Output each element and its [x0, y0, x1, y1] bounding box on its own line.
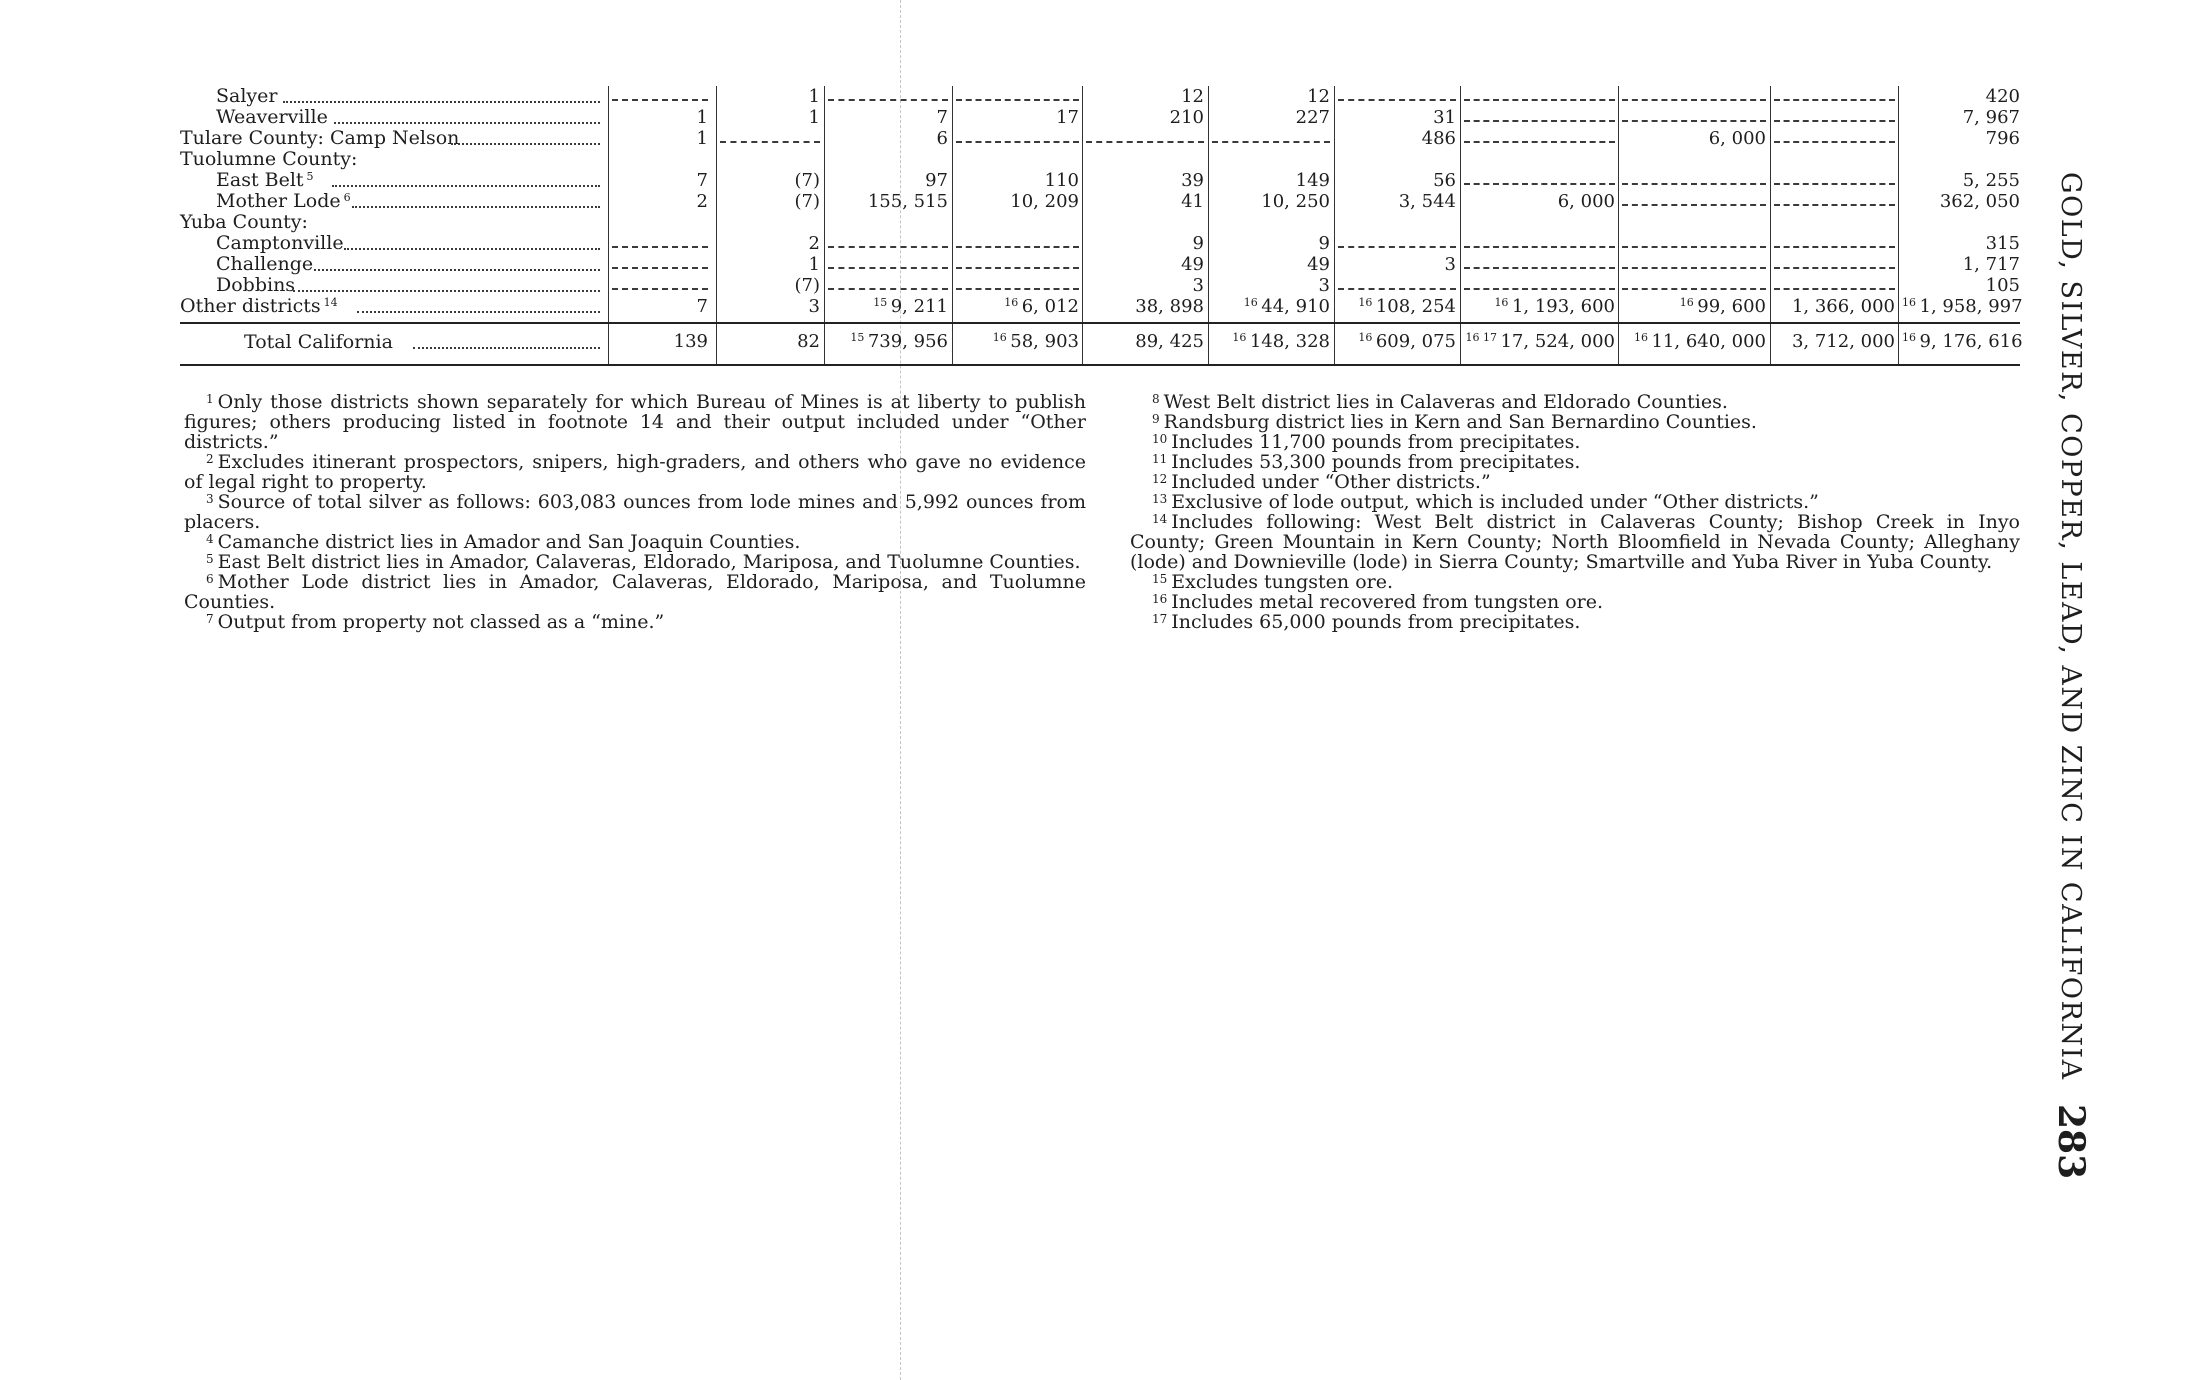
row-label — [180, 296, 338, 317]
row-label — [216, 170, 314, 191]
empty-cell-dash — [1774, 204, 1895, 206]
row-label — [216, 86, 277, 107]
total-row — [180, 330, 2023, 354]
footnote — [1130, 492, 2020, 512]
row-label — [216, 107, 328, 128]
cell-number: 1, 958, 997 — [1919, 296, 2023, 317]
footnote-marker: 5 — [306, 170, 314, 183]
empty-cell-dash — [1212, 141, 1330, 143]
empty-cell-dash — [956, 99, 1079, 101]
empty-cell-dash — [1774, 141, 1895, 143]
dot-leader — [293, 290, 600, 292]
table-cell: 6 — [936, 128, 948, 149]
footnote-text: Excludes itinerant prospectors, snipers, high-graders, and others who gave no evidence of legal right to property. — [184, 451, 1086, 493]
empty-cell-dash — [956, 246, 1079, 248]
table-cell: 486 — [1421, 128, 1456, 149]
table-row — [180, 254, 2020, 275]
footnote-marker: 16 — [1465, 331, 1483, 344]
footnote-text: Camanche district lies in Amador and San Joaquin Counties. — [217, 531, 801, 553]
total-cell — [1338, 330, 1456, 354]
table-row — [180, 275, 2020, 296]
footnote-text: Included under “Other districts.” — [1171, 471, 1491, 493]
table-cell: 227 — [1295, 107, 1330, 128]
cell-number: 6, 012 — [1021, 296, 1079, 317]
table-cell: (7) — [794, 170, 820, 191]
table-cell: 7 — [936, 107, 948, 128]
total-cell: 139 — [673, 331, 708, 352]
empty-cell-dash — [1622, 288, 1766, 290]
table-row — [180, 212, 2020, 233]
dot-leader — [357, 311, 600, 313]
cell-number: 148, 328 — [1249, 331, 1330, 352]
footnote-text: Only those districts shown separately for which Bureau of Mines is at liberty to publish figures; others producing listed in footnote 14 and their output included under “Other districts.” — [184, 391, 1086, 453]
footnote — [184, 532, 1086, 552]
table-cell: 149 — [1295, 170, 1330, 191]
row-label-text: Tuolumne County: — [180, 148, 358, 170]
footnote-number: 11 — [1152, 452, 1168, 466]
cell-number: 99, 600 — [1697, 296, 1766, 317]
table-cell: 110 — [1044, 170, 1079, 191]
table-cell: 3 — [1318, 275, 1330, 296]
cell-number: 739, 956 — [867, 331, 948, 352]
table-row — [180, 149, 2020, 170]
dot-leader — [413, 347, 600, 349]
running-head — [2048, 172, 2092, 1180]
table-cell: 10, 250 — [1261, 191, 1330, 212]
footnote — [184, 492, 1086, 532]
footnote — [1130, 612, 2020, 632]
empty-cell-dash — [1622, 120, 1766, 122]
footnote-text: West Belt district lies in Calaveras and Eldorado Counties. — [1163, 391, 1728, 413]
footnote-marker: 6 — [343, 191, 351, 204]
total-rule-top — [180, 322, 2020, 324]
footnote-text: Randsburg district lies in Kern and San Bernardino Counties. — [1163, 411, 1757, 433]
footnote-marker: 16 — [1902, 296, 1920, 309]
table-row — [180, 107, 2020, 128]
table-cell: 56 — [1433, 170, 1456, 191]
table-cell: 7 — [696, 296, 708, 317]
table-cell: 2 — [696, 191, 708, 212]
empty-cell-dash — [828, 246, 948, 248]
footnote-text: Output from property not classed as a “mine.” — [217, 611, 665, 633]
dot-leader — [283, 101, 600, 103]
footnote-text: Includes metal recovered from tungsten ore. — [1171, 591, 1604, 613]
footnote-text: Excludes tungsten ore. — [1171, 571, 1394, 593]
row-label — [180, 212, 308, 233]
empty-cell-dash — [612, 288, 708, 290]
table-cell: 38, 898 — [1135, 296, 1204, 317]
footnote-number: 15 — [1152, 572, 1168, 586]
row-label-text: East Belt — [216, 169, 304, 191]
table-cell: 1 — [808, 254, 820, 275]
footnote-number: 8 — [1152, 392, 1160, 406]
total-cell — [1464, 330, 1615, 354]
table-bottom-rule — [180, 364, 2020, 366]
footnote-text: Mother Lode district lies in Amador, Calaveras, Eldorado, Mariposa, and Tuolumne Counties. — [184, 571, 1086, 613]
empty-cell-dash — [1464, 246, 1615, 248]
table-row — [180, 191, 2020, 212]
footnote — [1130, 592, 2020, 612]
table-cell: 315 — [1985, 233, 2020, 254]
empty-cell-dash — [828, 288, 948, 290]
table-cell — [1622, 296, 1766, 317]
row-label — [216, 191, 351, 212]
table-row — [180, 128, 2020, 149]
empty-cell-dash — [1774, 246, 1895, 248]
row-label-text: Yuba County: — [180, 211, 308, 233]
table-cell: 10, 209 — [1010, 191, 1079, 212]
empty-cell-dash — [720, 141, 820, 143]
table-row — [180, 86, 2020, 107]
table-row — [180, 295, 2023, 317]
table-cell: 1 — [696, 128, 708, 149]
table-cell: 3, 544 — [1398, 191, 1456, 212]
footnote-number: 14 — [1152, 512, 1168, 526]
cell-number: 44, 910 — [1261, 296, 1330, 317]
row-label — [216, 233, 344, 254]
empty-cell-dash — [1774, 120, 1895, 122]
table-cell: 12 — [1307, 86, 1330, 107]
footnote-marker: 16 — [1902, 331, 1920, 344]
table-cell: 3 — [1444, 254, 1456, 275]
table-cell: 97 — [925, 170, 948, 191]
table-cell: 155, 515 — [867, 191, 948, 212]
footnote-number: 1 — [206, 392, 214, 406]
empty-cell-dash — [1774, 183, 1895, 185]
empty-cell-dash — [956, 288, 1079, 290]
table-cell: 3 — [1192, 275, 1204, 296]
footnote — [1130, 432, 2020, 452]
footnote-text: Includes 65,000 pounds from precipitates. — [1171, 611, 1581, 633]
empty-cell-dash — [1622, 204, 1766, 206]
empty-cell-dash — [828, 267, 948, 269]
table-cell: 1, 717 — [1962, 254, 2020, 275]
table-cell — [956, 296, 1079, 317]
table-cell: 420 — [1985, 86, 2020, 107]
row-label-text: Challenge — [216, 253, 314, 275]
footnote-text: Includes 53,300 pounds from precipitates. — [1171, 451, 1581, 473]
footnote — [184, 572, 1086, 612]
table-cell: 9 — [1318, 233, 1330, 254]
footnote-text: Includes 11,700 pounds from precipitates. — [1171, 431, 1581, 453]
empty-cell-dash — [1338, 288, 1456, 290]
table-cell: 5, 255 — [1962, 170, 2020, 191]
empty-cell-dash — [612, 99, 708, 101]
cell-number: 609, 075 — [1375, 331, 1456, 352]
empty-cell-dash — [612, 246, 708, 248]
footnote — [1130, 452, 2020, 472]
footnote — [1130, 412, 2020, 432]
footnote-marker: 16 — [1633, 331, 1652, 344]
cell-number: 108, 254 — [1375, 296, 1456, 317]
total-cell — [956, 330, 1079, 354]
empty-cell-dash — [612, 267, 708, 269]
total-cell: 3, 712, 000 — [1791, 331, 1895, 352]
row-label — [180, 149, 357, 170]
footnote-marker: 14 — [323, 296, 338, 309]
table-cell: 1 — [696, 107, 708, 128]
row-label — [216, 254, 313, 275]
footnote-marker: 16 — [1494, 296, 1512, 309]
table-cell: (7) — [794, 275, 820, 296]
table-cell: 41 — [1181, 191, 1204, 212]
footnote-number: 7 — [206, 612, 214, 626]
table-cell: 6, 000 — [1557, 191, 1615, 212]
footnote-number: 3 — [206, 492, 214, 506]
cell-number: 17, 524, 000 — [1500, 331, 1615, 352]
footnote-text: Includes following: West Belt district in Calaveras County; Bishop Creek in Inyo County; Green Mountain in Kern County; North Bloomfield in Nevada County; Alleghany (lode) and Downieville (lode) in Sierra County; Smartville and Yuba River in Yuba County. — [1130, 511, 2020, 573]
cell-number: 9, 211 — [890, 296, 948, 317]
footnote-number: 12 — [1152, 472, 1168, 486]
footnote — [184, 552, 1086, 572]
table-cell: 49 — [1307, 254, 1330, 275]
footnote-text: East Belt district lies in Amador, Calaveras, Eldorado, Mariposa, and Tuolumne Counties. — [217, 551, 1081, 573]
table-cell: 17 — [1056, 107, 1079, 128]
table-row — [180, 233, 2020, 254]
row-label — [216, 275, 295, 296]
total-cell — [1902, 330, 2023, 354]
cell-number: 58, 903 — [1010, 331, 1079, 352]
total-cell: 89, 425 — [1135, 331, 1204, 352]
footnote-marker: 16 — [1679, 296, 1698, 309]
footnote-marker: 16 — [1358, 331, 1376, 344]
empty-cell-dash — [1086, 141, 1204, 143]
table-cell — [1212, 296, 1330, 317]
table-cell: 9 — [1192, 233, 1204, 254]
table-cell: 105 — [1985, 275, 2020, 296]
dot-leader — [451, 143, 600, 145]
empty-cell-dash — [1622, 99, 1766, 101]
row-label-text: Other districts — [180, 295, 321, 317]
table-cell: 7, 967 — [1962, 107, 2020, 128]
footnote — [1130, 472, 2020, 492]
table-cell: 796 — [1985, 128, 2020, 149]
footnote — [184, 612, 1086, 632]
table-cell: 1 — [808, 107, 820, 128]
table-row — [180, 170, 2020, 191]
total-cell — [828, 330, 948, 354]
footnote — [184, 452, 1086, 492]
total-label: Total California — [244, 331, 393, 353]
footnote-number: 5 — [206, 552, 214, 566]
table-cell: 210 — [1169, 107, 1204, 128]
table-cell: 1 — [808, 86, 820, 107]
row-label-text: Weaverville — [216, 106, 328, 128]
row-label-text: Tulare County: Camp Nelson — [180, 127, 460, 149]
table-cell: 3 — [808, 296, 820, 317]
empty-cell-dash — [828, 99, 948, 101]
empty-cell-dash — [1774, 288, 1895, 290]
row-label-text: Camptonville — [216, 232, 344, 254]
table-cell: 362, 050 — [1939, 191, 2020, 212]
footnote-marker: 16 — [1243, 296, 1262, 309]
empty-cell-dash — [1774, 99, 1895, 101]
footnote-number: 9 — [1152, 412, 1160, 426]
dot-leader — [352, 206, 600, 208]
table-cell — [1464, 296, 1615, 317]
footnote-marker: 15 — [850, 331, 868, 344]
cell-number: 11, 640, 000 — [1651, 331, 1766, 352]
cell-number: 1, 193, 600 — [1511, 296, 1615, 317]
table-cell — [828, 296, 948, 317]
empty-cell-dash — [1338, 99, 1456, 101]
total-cell: 82 — [797, 331, 820, 352]
footnote-text: Exclusive of lode output, which is included under “Other districts.” — [1171, 491, 1819, 513]
footnote — [184, 392, 1086, 452]
table-cell: 39 — [1181, 170, 1204, 191]
empty-cell-dash — [1464, 183, 1615, 185]
row-label-text: Dobbins — [216, 274, 296, 296]
footnote-number: 17 — [1152, 612, 1168, 626]
footnote-marker: 16 — [1358, 296, 1376, 309]
production-table — [180, 85, 2023, 378]
footnotes-left-column — [184, 392, 1086, 632]
footnote — [1130, 392, 2020, 412]
empty-cell-dash — [956, 141, 1079, 143]
table-cell: 49 — [1181, 254, 1204, 275]
total-cell — [1622, 330, 1766, 354]
empty-cell-dash — [1464, 99, 1615, 101]
table-cell: 1, 366, 000 — [1791, 296, 1895, 317]
empty-cell-dash — [1464, 288, 1615, 290]
footnote-marker: 15 — [873, 296, 891, 309]
dot-leader — [344, 248, 600, 250]
table-cell: 6, 000 — [1708, 128, 1766, 149]
empty-cell-dash — [1622, 183, 1766, 185]
total-cell — [1212, 330, 1330, 354]
dot-leader — [314, 269, 600, 271]
footnote-number: 4 — [206, 532, 214, 546]
cell-number: 9, 176, 616 — [1919, 331, 2023, 352]
empty-cell-dash — [1774, 267, 1895, 269]
empty-cell-dash — [1464, 267, 1615, 269]
footnote-marker: 17 — [1482, 331, 1501, 344]
table-cell — [1338, 296, 1456, 317]
dot-leader — [334, 122, 600, 124]
footnote — [1130, 512, 2020, 572]
footnote-marker: 16 — [1232, 331, 1250, 344]
running-head-title: GOLD, SILVER, COPPER, LEAD, AND ZINC IN CALIFORNIA — [2055, 172, 2086, 1081]
row-label-text: Salyer — [216, 85, 278, 107]
footnote-number: 6 — [206, 572, 214, 586]
empty-cell-dash — [1622, 267, 1766, 269]
empty-cell-dash — [1464, 141, 1615, 143]
table-cell — [1902, 296, 2023, 317]
empty-cell-dash — [1622, 246, 1766, 248]
footnote-text: Source of total silver as follows: 603,083 ounces from lode mines and 5,992 ounces from placers. — [184, 491, 1086, 533]
row-label-text: Mother Lode — [216, 190, 341, 212]
footnote-marker: 16 — [1004, 296, 1022, 309]
footnote-number: 10 — [1152, 432, 1168, 446]
dot-leader — [332, 185, 600, 187]
table-cell: 31 — [1433, 107, 1456, 128]
footnotes-right-column — [1130, 392, 2020, 632]
table-cell: 7 — [696, 170, 708, 191]
table-cell: (7) — [794, 191, 820, 212]
page-number: 283 — [2050, 1104, 2092, 1180]
footnote-number: 2 — [206, 452, 214, 466]
empty-cell-dash — [956, 267, 1079, 269]
empty-cell-dash — [1464, 120, 1615, 122]
footnote-number: 16 — [1152, 592, 1168, 606]
footnote-number: 13 — [1152, 492, 1168, 506]
empty-cell-dash — [1338, 246, 1456, 248]
footnote — [1130, 572, 2020, 592]
footnote-marker: 16 — [992, 331, 1011, 344]
row-label — [180, 128, 459, 149]
table-cell: 12 — [1181, 86, 1204, 107]
table-cell: 2 — [808, 233, 820, 254]
